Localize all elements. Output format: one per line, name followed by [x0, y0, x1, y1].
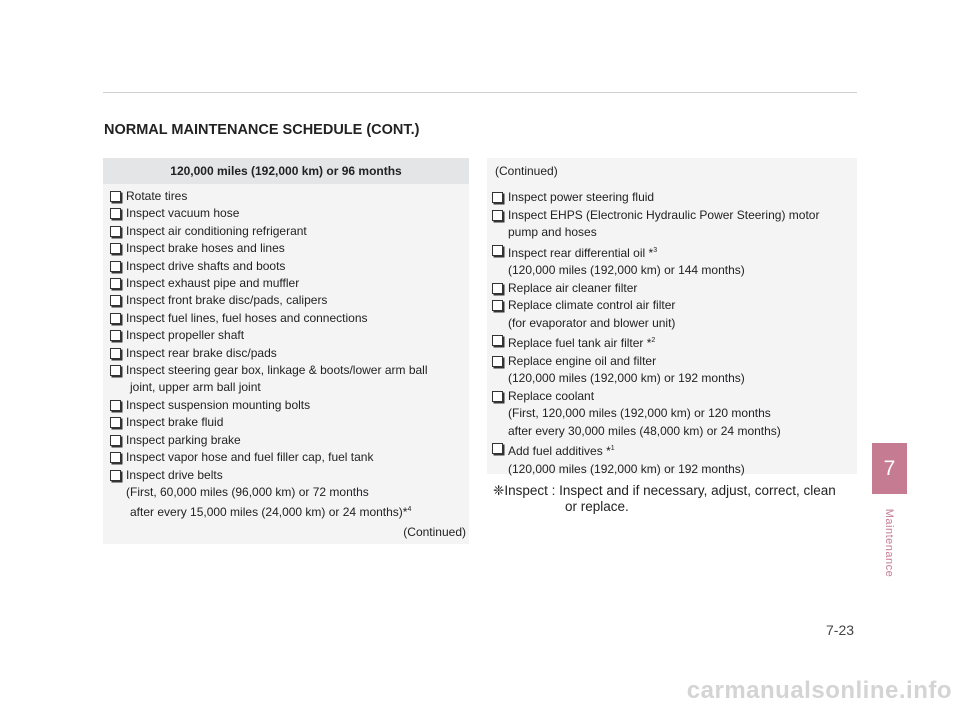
checkbox-icon [492, 335, 503, 346]
list-item: Inspect propeller shaft [109, 327, 469, 344]
checkbox-icon [110, 295, 121, 306]
checkbox-icon [492, 210, 503, 221]
list-item: Add fuel additives *$^1$ (120,000 miles (192,000 km) or 192 months) [491, 440, 855, 478]
item-interval: after every 15,000 miles (24,000 km) or 24 months)*$^4$ [130, 505, 412, 520]
note-text-continuation: or replace. [565, 499, 629, 514]
item-interval: (120,000 miles (192,000 km) or 192 months) [508, 371, 745, 385]
item-interval: (First, 60,000 miles (96,000 km) or 72 months [126, 484, 369, 499]
checkbox-icon [110, 191, 121, 202]
checkbox-icon [492, 443, 503, 454]
footnote-marker: 1 [610, 445, 615, 452]
checkbox-icon [492, 391, 503, 402]
list-item: Replace fuel tank air filter *$^2$ [491, 332, 855, 353]
list-item: Inspect parking brake [109, 432, 469, 449]
item-interval: (First, 120,000 miles (192,000 km) or 120 months [508, 406, 771, 420]
item-interval: after every 30,000 miles (48,000 km) or 24 months) [508, 423, 781, 438]
continued-label: (Continued) [495, 164, 558, 178]
list-item: Inspect vapor hose and fuel filler cap, fuel tank [109, 449, 469, 466]
list-item: Replace air cleaner filter [491, 280, 855, 298]
watermark: carmanualsonline.info [686, 677, 952, 704]
checkbox-icon [110, 208, 121, 219]
checkbox-icon [110, 365, 121, 376]
continued-label: (Continued) [403, 525, 466, 539]
checkbox-icon [492, 192, 503, 203]
note-symbol-icon: ❈ [493, 483, 505, 498]
checkbox-icon [110, 313, 121, 324]
checkbox-icon [492, 300, 503, 311]
list-item: Replace coolant (First, 120,000 miles (192,000 km) or 120 months after every 30,000 miles (48,000 km) or 24 months) [491, 388, 855, 441]
list-item: Inspect suspension mounting bolts [109, 397, 469, 414]
item-interval: (120,000 miles (192,000 km) or 144 months) [508, 263, 745, 277]
checkbox-icon [110, 261, 121, 272]
checkbox-icon [110, 243, 121, 254]
item-interval: (120,000 miles (192,000 km) or 192 months) [508, 461, 745, 476]
checkbox-icon [110, 435, 121, 446]
list-item: Inspect drive belts (First, 60,000 miles (96,000 km) or 72 months after every 15,000 miles (24,000 km) or 24 months)*$^4$ [109, 467, 469, 522]
checkbox-icon [110, 226, 121, 237]
checkbox-icon [110, 470, 121, 481]
list-item: Inspect drive shafts and boots [109, 258, 469, 275]
checkbox-icon [110, 348, 121, 359]
checkbox-icon [110, 400, 121, 411]
checkbox-icon [110, 330, 121, 341]
chapter-tab[interactable]: 7 [872, 443, 907, 494]
note-text: Inspect : Inspect and if necessary, adjust, correct, clean [504, 483, 836, 498]
list-item: Inspect front brake disc/pads, calipers [109, 292, 469, 309]
top-divider [103, 92, 857, 93]
list-item: Inspect rear differential oil *$^3$ (120,000 miles (192,000 km) or 144 months) [491, 242, 855, 280]
chapter-label: Maintenance [883, 508, 895, 578]
maintenance-table-left [103, 158, 469, 544]
list-item: Inspect power steering fluid [491, 189, 855, 207]
list-item: Inspect vacuum hose [109, 205, 469, 222]
inspect-note [493, 483, 863, 515]
list-item: Inspect EHPS (Electronic Hydraulic Power Steering) motor pump and hoses [491, 207, 855, 242]
list-item: Inspect brake hoses and lines [109, 240, 469, 257]
maintenance-table-right [487, 158, 857, 474]
checkbox-icon [492, 356, 503, 367]
list-item: Replace engine oil and filter (120,000 miles (192,000 km) or 192 months) [491, 353, 855, 388]
checkbox-icon [110, 278, 121, 289]
checkbox-icon [492, 283, 503, 294]
page-number: 7-23 [826, 622, 855, 638]
item-continuation: pump and hoses [508, 225, 597, 239]
table-header: 120,000 miles (192,000 km) or 96 months [103, 158, 469, 184]
item-continuation: (for evaporator and blower unit) [508, 315, 676, 330]
list-item: Inspect brake fluid [109, 414, 469, 431]
right-item-list [491, 189, 855, 478]
list-item: Inspect rear brake disc/pads [109, 345, 469, 362]
list-item: Replace climate control air filter (for evaporator and blower unit) [491, 297, 855, 332]
checkbox-icon [492, 245, 503, 256]
list-item: Rotate tires [109, 188, 469, 205]
footnote-marker: 2 [651, 337, 656, 344]
item-continuation: joint, upper arm ball joint [130, 380, 261, 395]
footnote-marker: 3 [653, 246, 658, 254]
checkbox-icon [110, 452, 121, 463]
checkbox-icon [110, 417, 121, 428]
left-item-list [103, 184, 469, 522]
list-item: Inspect steering gear box, linkage & boots/lower arm ball joint, upper arm ball joint [109, 362, 469, 397]
list-item: Inspect fuel lines, fuel hoses and connections [109, 310, 469, 327]
list-item: Inspect air conditioning refrigerant [109, 223, 469, 240]
footnote-marker: 4 [407, 506, 412, 514]
list-item: Inspect exhaust pipe and muffler [109, 275, 469, 292]
section-title: NORMAL MAINTENANCE SCHEDULE (CONT.) [104, 122, 420, 138]
